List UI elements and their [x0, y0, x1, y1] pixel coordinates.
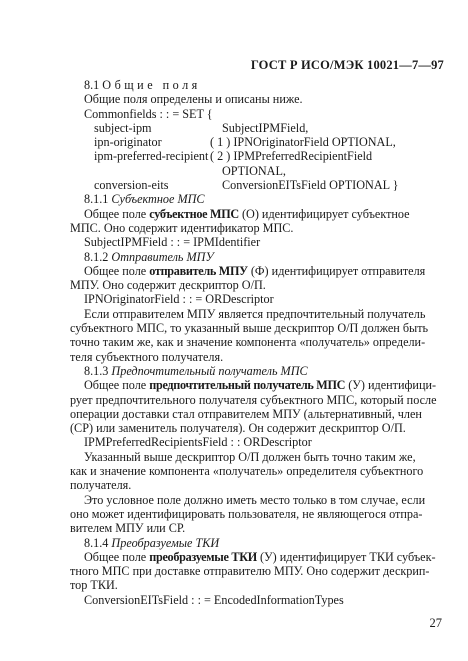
text: Общее поле	[84, 206, 150, 221]
asn-commonfields: Commonfields : : = SET {	[84, 106, 213, 121]
paragraph	[70, 264, 442, 278]
field-name	[70, 164, 222, 178]
paragraph-line: Указанный выше дескриптор О/П должен быть точно таким же,	[84, 449, 416, 464]
text: (У) идентифицирует ТКИ субъек-	[256, 549, 436, 564]
field-type: ( 2 ) IPMPreferredRecipientField	[210, 149, 373, 164]
paragraph-line: вителем МПУ или СР.	[70, 521, 186, 536]
term-bold: субъектное МПС	[149, 206, 239, 221]
subsection-title: Субъектное МПС	[111, 192, 205, 207]
paragraph-line: Это условное поле должно иметь место только в том случае, если	[84, 492, 426, 507]
paragraph	[70, 378, 442, 392]
paragraph-line: МПУ. Оно содержит дескриптор О/П.	[70, 278, 266, 293]
subsection-number: 8.1.3	[84, 363, 109, 378]
field-row	[70, 121, 442, 135]
asn-definition: IPNOriginatorField : : = ORDescriptor	[84, 292, 274, 307]
paragraph-line: операции доставки стал отправителем МПУ (альтернативный, член	[70, 406, 422, 421]
section-title: Общие поля	[102, 78, 201, 92]
asn-definition: SubjectIPMField : : = IPMIdentifier	[84, 235, 261, 250]
paragraph-line: МПС. Оно содержит идентификатор МПС.	[70, 220, 294, 235]
paragraph-line: Если отправителем МПУ является предпочтительный получатель	[84, 306, 426, 321]
term-bold: предпочтительный получатель МПС	[149, 378, 346, 393]
subsection-heading-8-1-1	[70, 192, 442, 206]
field-name: subject-ipm	[94, 120, 152, 135]
asn-definition: ConversionEITsField : : = EncodedInformationTypes	[84, 592, 344, 607]
paragraph-line: как и значение компонента «получатель» определителя субъектного	[70, 464, 424, 479]
paragraph-line: тор ТКИ.	[70, 578, 118, 593]
subsection-title: Преобразуемые ТКИ	[111, 535, 220, 550]
field-name: ipm-preferred-recipient	[94, 149, 209, 164]
document-body	[70, 78, 442, 607]
subsection-heading-8-1-3	[70, 364, 442, 378]
page-number: 27	[429, 616, 442, 630]
subsection-number: 8.1.2	[84, 249, 109, 264]
field-name: ipn-originator	[94, 135, 162, 150]
paragraph-line: теля субъектного получателя.	[70, 349, 224, 364]
fields-table	[70, 121, 442, 192]
field-type: SubjectIPMField,	[222, 120, 309, 135]
paragraph	[70, 550, 442, 564]
subsection-heading-8-1-2	[70, 250, 442, 264]
subsection-number: 8.1.1	[84, 192, 109, 207]
subsection-title: Предпочтительный получатель МПС	[111, 363, 308, 378]
paragraph-line: субъектного МПС, то указанный выше дескриптор О/П должен быть	[70, 321, 429, 336]
paragraph-line: оно может идентифицировать пользователя, не являющегося отпра-	[70, 506, 423, 521]
paragraph	[70, 207, 442, 221]
field-row	[70, 178, 442, 192]
page-header: ГОСТ Р ИСО/МЭК 10021—7—97	[250, 58, 444, 72]
term-bold: отправитель МПУ	[149, 263, 248, 278]
paragraph-line: получателя.	[70, 478, 132, 493]
paragraph-line: точно таким же, как и значение компонента «получатель» определи-	[70, 335, 426, 350]
subsection-heading-8-1-4	[70, 536, 442, 550]
field-row	[70, 164, 442, 178]
subsection-title: Отправитель МПУ	[111, 249, 214, 264]
asn-definition: IPMPreferredRecipientsField : : ORDescriptor	[84, 435, 312, 450]
text: (Ф) идентифицирует отправителя	[247, 263, 426, 278]
text: Общее поле	[84, 263, 150, 278]
field-row	[70, 149, 442, 163]
text: (У) идентифици-	[345, 378, 437, 393]
field-type: OPTIONAL,	[222, 163, 286, 178]
paragraph-line: рует предпочтительного получателя субъектного МПС, который после	[70, 392, 437, 407]
paragraph-line: тного МПС при доставке отправителю МПУ. Оно содержит дескрип-	[70, 564, 430, 579]
section-heading-8-1	[70, 78, 442, 92]
intro-text: Общие поля определены и описаны ниже.	[84, 92, 303, 107]
paragraph-line: (СР) или заменитель получателя). Он содержит дескриптор О/П.	[70, 421, 406, 436]
subsection-number: 8.1.4	[84, 535, 109, 550]
section-number: 8.1	[84, 78, 100, 92]
field-row	[70, 135, 442, 149]
text: Общее поле	[84, 378, 150, 393]
text: Общее поле	[84, 549, 150, 564]
field-type: ( 1 ) IPNOriginatorField OPTIONAL,	[210, 135, 396, 150]
field-name: conversion-eits	[94, 178, 169, 193]
text: (О) идентифицирует субъектное	[238, 206, 410, 221]
term-bold: преобразуемые ТКИ	[149, 549, 257, 564]
field-type: ConversionEITsField OPTIONAL }	[222, 178, 399, 193]
